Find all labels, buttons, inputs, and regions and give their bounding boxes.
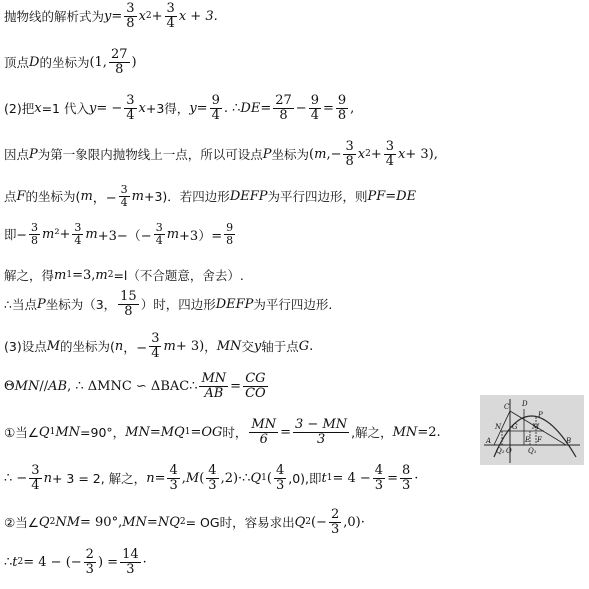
label-q2: Q₂ <box>496 447 505 455</box>
text: = <box>196 100 208 116</box>
label-o: O <box>506 447 512 455</box>
exponent: 2 <box>365 149 371 160</box>
var: MN <box>216 338 242 354</box>
denominator: 8 <box>226 233 234 247</box>
var: MN <box>392 424 418 440</box>
subscript: 1 <box>184 427 191 438</box>
numerator: 2 <box>330 507 340 522</box>
var: P <box>262 146 272 162</box>
var: t <box>12 554 18 570</box>
var: Q <box>38 514 50 530</box>
var: MN <box>14 378 40 394</box>
text: ∴ <box>4 554 13 570</box>
var: NQ <box>157 514 180 530</box>
text: ²+ <box>54 226 71 242</box>
var: Q <box>38 424 50 440</box>
var: n <box>146 470 155 486</box>
text: · <box>142 554 147 570</box>
geometry-figure <box>480 395 584 465</box>
text: · <box>414 470 419 486</box>
var: m <box>95 267 108 283</box>
denominator: AB <box>204 385 224 401</box>
text: ( <box>199 470 205 486</box>
label-n: N <box>495 423 502 431</box>
line-3 <box>4 94 354 122</box>
numerator: 8 <box>401 463 411 478</box>
var: G <box>298 338 310 354</box>
fraction <box>243 372 268 400</box>
text: , <box>350 100 355 116</box>
var: m <box>163 338 176 354</box>
var: m <box>80 188 93 204</box>
denominator: 8 <box>30 233 38 247</box>
denominator: 8 <box>279 107 288 123</box>
text: 的坐标为( <box>25 189 81 205</box>
var: m <box>314 146 327 162</box>
numerator: 3 <box>385 139 395 154</box>
label-f: F <box>537 436 542 444</box>
var: PF=DE <box>367 188 417 204</box>
text: = <box>322 100 334 116</box>
text: 时， <box>222 425 248 441</box>
var: DEFP <box>215 296 254 312</box>
var: y <box>189 100 197 116</box>
text: 顶点 <box>4 55 30 71</box>
numerator: 4 <box>208 463 217 478</box>
denominator: 4 <box>166 15 175 31</box>
denominator: 3 <box>316 431 326 447</box>
var: MN <box>122 514 147 530</box>
text: x + 3. <box>178 8 218 24</box>
text: = OG时，容易求出 <box>185 515 295 531</box>
numerator: 27 <box>275 93 292 108</box>
subscript: 1 <box>66 270 73 280</box>
line-4 <box>4 140 438 168</box>
text: +3−（− <box>97 228 152 244</box>
fraction <box>84 548 96 576</box>
numerator: 9 <box>211 93 220 108</box>
denominator: 8 <box>124 303 133 319</box>
subscript: 1 <box>261 473 267 484</box>
text: 坐标为（3， <box>45 297 117 313</box>
line-1 <box>4 2 218 30</box>
text: ∴当点 <box>4 297 37 313</box>
var: m <box>131 188 144 204</box>
text: =1 代入 <box>41 101 89 117</box>
denominator: 8 <box>337 107 347 123</box>
text: + 3) <box>175 338 205 354</box>
label-p: P <box>538 411 543 419</box>
fraction <box>224 222 235 246</box>
label-m: M <box>532 423 540 431</box>
numerator: 9 <box>310 93 319 108</box>
label-e: E <box>525 436 531 444</box>
var: y <box>253 338 262 354</box>
fraction <box>72 222 83 246</box>
denominator: 4 <box>31 477 40 493</box>
text: = <box>190 424 202 440</box>
var-x: x <box>138 8 146 24</box>
var: y <box>88 100 97 116</box>
var: M <box>185 470 200 486</box>
line-6 <box>4 222 237 246</box>
text: , <box>181 470 186 486</box>
text: ，− <box>92 190 117 206</box>
text: 点 <box>4 189 17 205</box>
fraction <box>400 464 412 492</box>
fraction <box>120 548 141 576</box>
numerator: 9 <box>226 221 234 234</box>
text: = − <box>96 100 123 116</box>
fraction <box>149 332 161 360</box>
denominator: 3 <box>208 477 217 493</box>
var: MQ <box>160 424 185 440</box>
label-b: B <box>566 437 572 445</box>
text: 坐标为 <box>271 147 310 163</box>
numerator: 9 <box>337 93 347 108</box>
text: 为平行四边形. <box>253 297 333 313</box>
subscript: 1 <box>49 427 56 438</box>
text: =3, <box>72 267 96 283</box>
subscript: 1 <box>326 473 333 484</box>
numerator: 14 <box>122 547 139 562</box>
numerator: 3 − MN <box>295 417 348 432</box>
fraction <box>124 2 136 30</box>
var: x <box>398 146 406 162</box>
var: t <box>321 470 327 486</box>
subscript: 2 <box>305 517 311 528</box>
text: ) <box>131 54 137 70</box>
subscript: 2 <box>107 270 114 280</box>
var: P <box>29 146 38 162</box>
numerator: 3 <box>166 1 175 16</box>
text: = <box>111 8 123 24</box>
label-q1: Q₁ <box>528 447 537 455</box>
fraction <box>29 464 41 492</box>
text: ) = <box>97 554 119 570</box>
text: ,解之， <box>351 425 393 441</box>
text: (2)把 <box>4 101 35 117</box>
line-9 <box>4 332 313 360</box>
fraction <box>109 48 130 76</box>
text: 的坐标为 <box>39 55 90 71</box>
text: , ∴ ΔMNC ∽ ΔBAC∴ <box>67 378 198 394</box>
denominator: CO <box>245 385 266 401</box>
line-13 <box>4 508 365 536</box>
text: = <box>260 100 272 116</box>
text: 交 <box>241 339 254 355</box>
text: = 4 − (− <box>23 554 82 570</box>
numerator: 3 <box>30 221 38 234</box>
fraction <box>167 464 179 492</box>
text: ,− <box>326 146 342 162</box>
var: m <box>41 226 55 242</box>
fraction <box>293 418 349 446</box>
line-7 <box>4 266 244 284</box>
var: MN <box>55 424 81 440</box>
denominator: 8 <box>126 15 135 31</box>
denominator: 4 <box>155 233 163 247</box>
var: DEFP <box>229 188 268 204</box>
line-2 <box>4 48 137 76</box>
text: ( <box>266 470 272 486</box>
text: . <box>309 338 314 354</box>
exponent: 2 <box>145 11 152 22</box>
line-11 <box>4 418 441 446</box>
text: ,0),即 <box>288 471 322 487</box>
denominator: 3 <box>374 477 384 493</box>
text: 为平行四边形，则 <box>267 189 368 205</box>
denominator: 3 <box>401 477 411 493</box>
text: +3得， <box>145 101 190 117</box>
text: = <box>230 378 242 394</box>
text: = <box>146 514 158 530</box>
denominator: 4 <box>151 345 160 361</box>
text: =l（不合题意，舍去）. <box>113 268 244 283</box>
text: 解之，得 <box>4 268 55 283</box>
subscript: 2 <box>17 557 24 568</box>
denominator: 4 <box>120 195 128 209</box>
text: − <box>295 100 307 116</box>
text: = <box>280 424 292 440</box>
fraction <box>343 140 355 168</box>
text: . ∴ <box>223 100 241 116</box>
numerator: MN <box>201 371 227 386</box>
numerator: 2 <box>85 547 94 562</box>
fraction <box>384 140 396 168</box>
label-d: D <box>522 400 528 408</box>
var: n <box>114 338 124 354</box>
var: m <box>166 226 180 242</box>
numerator: 3 <box>126 93 135 108</box>
fraction <box>309 94 321 122</box>
text: 即− <box>4 227 27 243</box>
text: 为第一象限内抛物线上一点，所以可设点 <box>37 147 263 163</box>
subscript: 2 <box>49 517 56 528</box>
text: + 3), <box>405 146 438 162</box>
denominator: 8 <box>345 153 354 169</box>
fraction <box>29 222 40 246</box>
numerator: 4 <box>275 463 285 478</box>
text: = <box>149 424 161 440</box>
denominator: 3 <box>85 561 94 577</box>
denominator: 3 <box>330 521 340 537</box>
text: + 3 = 2, 解之， <box>51 471 147 487</box>
fraction <box>273 94 294 122</box>
fraction <box>119 184 130 208</box>
text: 因点 <box>4 147 30 163</box>
label-g: G <box>512 423 518 431</box>
var: Q <box>294 514 306 530</box>
denominator: 4 <box>211 107 220 123</box>
text: // <box>39 378 49 394</box>
text: ， <box>204 339 217 355</box>
fraction <box>154 222 165 246</box>
var-y: y <box>104 8 112 24</box>
denominator: 8 <box>115 61 124 77</box>
numerator: 3 <box>155 221 163 234</box>
text: +3)．若四边形 <box>144 189 230 205</box>
var: MN <box>125 424 150 440</box>
line-14 <box>4 548 147 576</box>
numerator: 4 <box>169 463 178 478</box>
fraction <box>124 94 136 122</box>
var: n <box>43 470 52 486</box>
var: F <box>16 188 26 204</box>
denominator: 4 <box>74 233 82 247</box>
numerator: 3 <box>120 183 128 196</box>
text: =2. <box>417 424 441 440</box>
text: ( <box>309 146 315 162</box>
text: = 90°, <box>80 514 123 530</box>
line-5 <box>4 184 416 208</box>
var: OG <box>201 424 223 440</box>
numerator: MN <box>251 417 277 432</box>
var: AB <box>48 378 68 394</box>
fraction <box>206 464 218 492</box>
fraction <box>274 464 286 492</box>
text: = <box>154 470 166 486</box>
text: ①当∠ <box>4 425 39 441</box>
fraction <box>329 508 341 536</box>
text: ）时，四边形 <box>140 297 216 313</box>
fraction <box>118 290 139 318</box>
var: x <box>138 100 146 116</box>
var: M <box>46 338 61 354</box>
var: Q <box>250 470 262 486</box>
var: m <box>54 267 67 283</box>
text: (3)设点 <box>4 339 47 355</box>
text: Θ <box>4 378 15 394</box>
label-c: C <box>504 403 510 411</box>
var: DE <box>240 100 261 116</box>
numerator: 27 <box>110 47 128 62</box>
denominator: 4 <box>126 107 135 123</box>
denominator: 6 <box>259 431 268 447</box>
numerator: CG <box>245 371 266 386</box>
denominator: 3 <box>169 477 178 493</box>
var: x <box>34 100 42 116</box>
text: (1, <box>89 54 107 70</box>
numerator: 3 <box>345 139 354 154</box>
line-12 <box>4 464 418 492</box>
fraction <box>336 94 348 122</box>
fraction <box>199 372 228 400</box>
text: ②当∠ <box>4 515 39 531</box>
figure-svg <box>480 395 584 465</box>
numerator: 3 <box>31 463 40 478</box>
denominator: 3 <box>126 561 135 577</box>
text: 抛物线的解析式为 <box>4 9 105 25</box>
text: + <box>370 146 382 162</box>
text: =90°， <box>80 425 126 441</box>
var-D: D <box>29 54 40 70</box>
text: = <box>387 470 398 486</box>
numerator: 3 <box>74 221 82 234</box>
fraction <box>165 2 177 30</box>
numerator: 4 <box>374 463 384 478</box>
var: m <box>85 226 98 242</box>
var: P <box>36 296 46 312</box>
text: ∴ <box>242 470 251 486</box>
text: +3）= <box>179 228 223 244</box>
text: ,0)· <box>343 514 365 530</box>
var: x <box>357 146 366 162</box>
text: (− <box>310 514 327 530</box>
text: ∴ − <box>4 470 28 486</box>
denominator: 3 <box>275 477 285 493</box>
text: = 4 − <box>332 470 371 486</box>
text: ,2)· <box>220 470 243 486</box>
text: ，− <box>123 340 148 356</box>
numerator: 3 <box>126 1 135 16</box>
text: + <box>151 8 163 24</box>
line-8 <box>4 290 332 318</box>
var: NM <box>55 514 81 530</box>
subscript: 2 <box>179 517 186 528</box>
fraction <box>249 418 278 446</box>
denominator: 4 <box>385 153 395 169</box>
numerator: 3 <box>151 331 160 346</box>
text: 的坐标为( <box>60 339 115 355</box>
denominator: 4 <box>310 107 319 123</box>
fraction <box>210 94 222 122</box>
line-10 <box>4 372 270 400</box>
label-a: A <box>486 437 492 445</box>
fraction <box>373 464 385 492</box>
text: 轴于点 <box>261 339 299 355</box>
numerator: 15 <box>120 289 137 304</box>
